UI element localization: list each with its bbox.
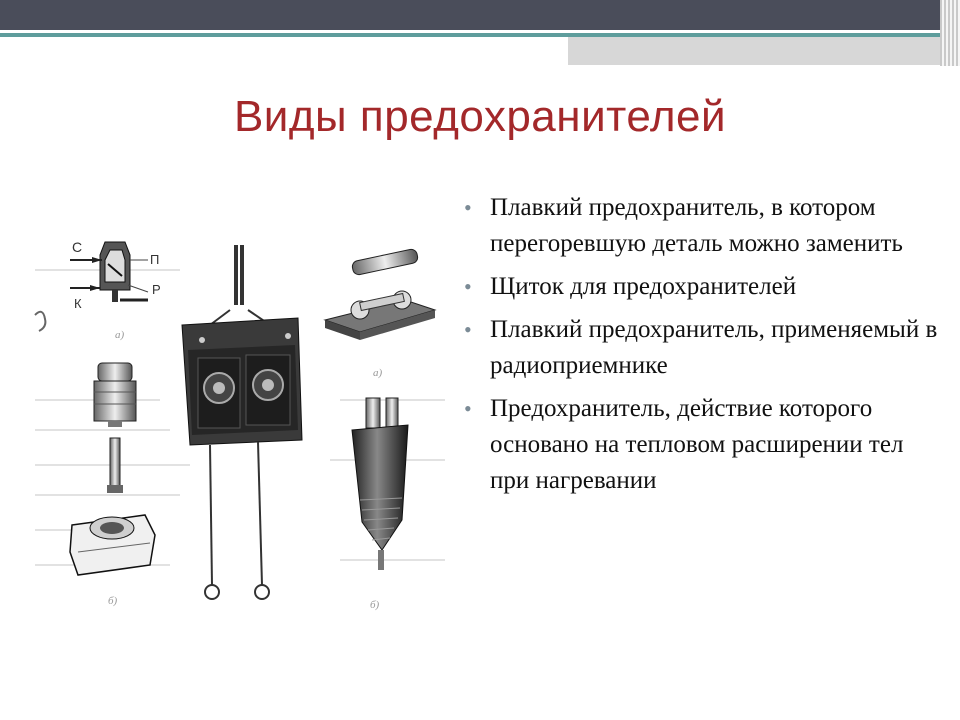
- label-p-cyr: П: [150, 252, 160, 267]
- plug-fuse-diagram: [35, 239, 161, 341]
- label-a-right: а): [373, 367, 383, 379]
- bullet-text: Плавкий предохранитель, применяемый в радиоприемнике: [490, 316, 938, 379]
- fuse-panel: [182, 245, 302, 599]
- slide-title: Виды предохранителей: [233, 92, 727, 141]
- bullet-item: [462, 391, 942, 499]
- bullet-text: Предохранитель, действие которого основано на тепловом расширении тел при нагревании: [490, 395, 904, 494]
- radio-fuse: [352, 398, 408, 611]
- label-b-left: б): [108, 595, 118, 607]
- bullet-item: [462, 312, 942, 384]
- tube-fuse: [325, 248, 435, 379]
- header-band: [568, 37, 940, 65]
- bullet-list: [462, 190, 942, 506]
- label-b-right: б): [370, 599, 380, 611]
- bullet-item: [462, 190, 942, 262]
- top-bar: [0, 0, 960, 30]
- bullet-text: Щиток для предохранителей: [490, 273, 797, 300]
- bullet-item: [462, 269, 942, 305]
- bullet-text: Плавкий предохранитель, в котором перегоревшую деталь можно заменить: [490, 194, 903, 257]
- bullet-icon: •: [464, 274, 472, 299]
- label-p: Р: [152, 282, 161, 297]
- label-c: С: [72, 239, 83, 255]
- bullet-icon: •: [464, 195, 472, 220]
- bullet-icon: •: [464, 317, 472, 342]
- fuses-illustration: [30, 230, 450, 630]
- bullet-icon: •: [464, 396, 472, 421]
- label-a-left: а): [115, 329, 125, 341]
- corner-stripes: [940, 0, 960, 66]
- label-k: К: [74, 296, 82, 311]
